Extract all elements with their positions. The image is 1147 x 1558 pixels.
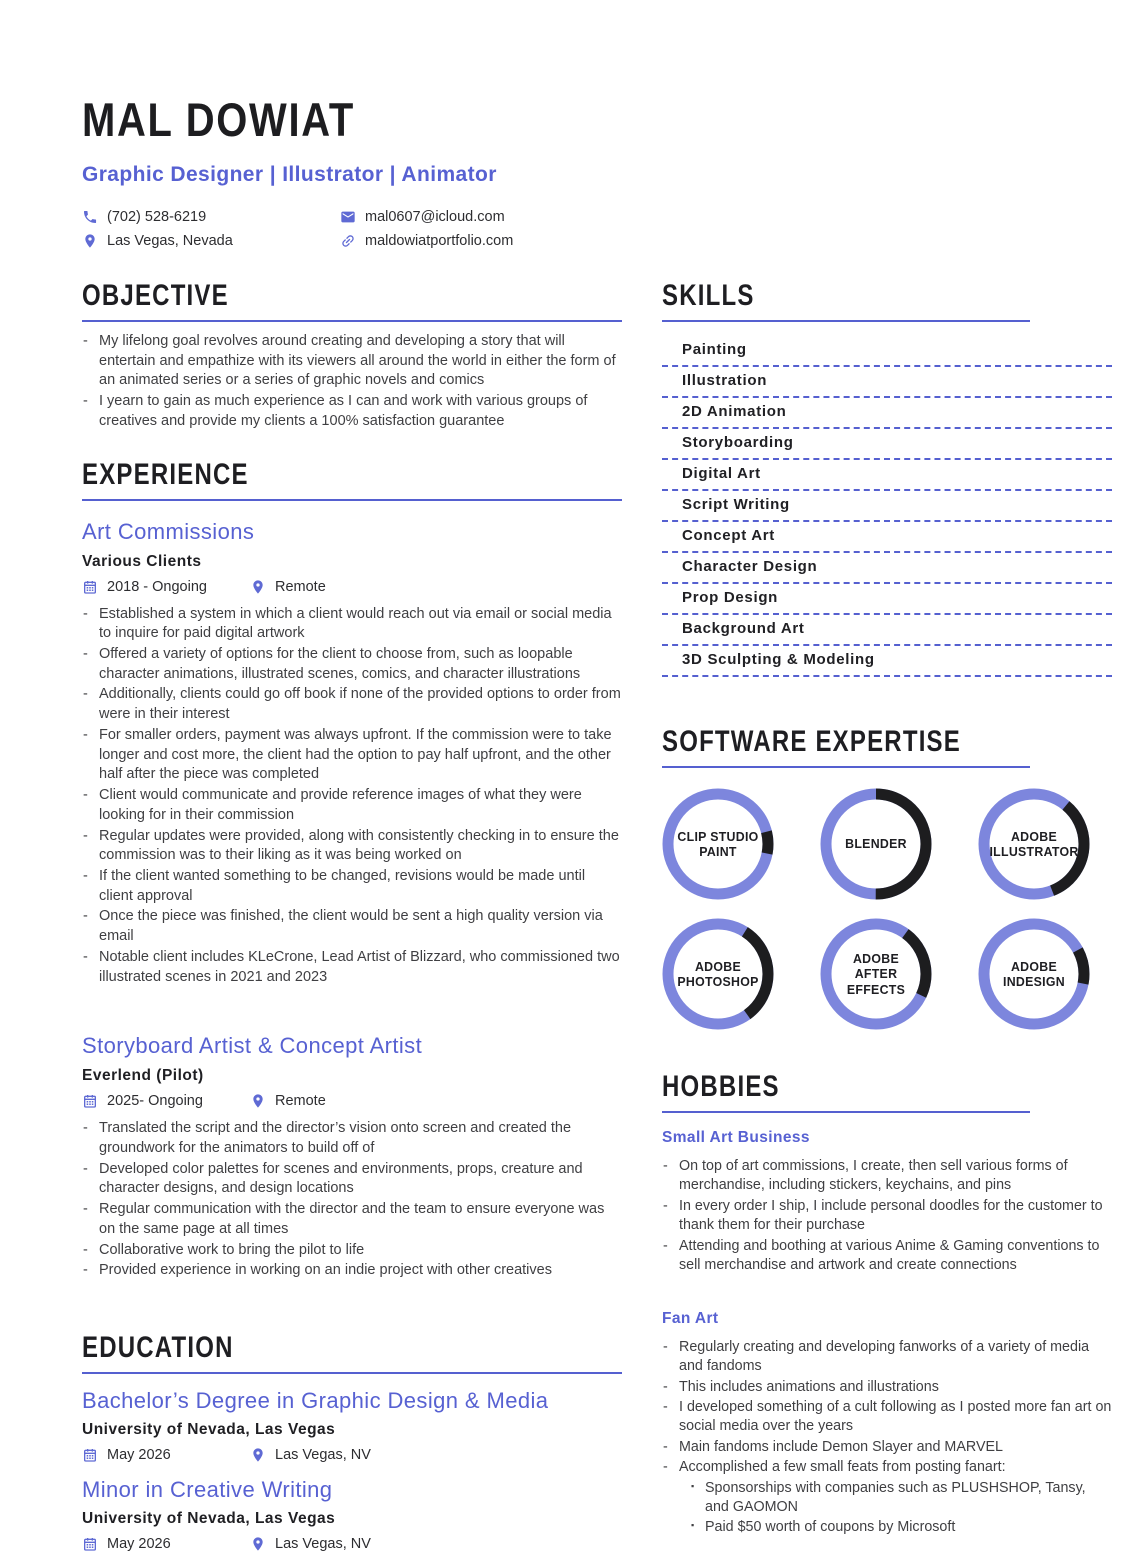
- degree-school: University of Nevada, Las Vegas: [82, 1421, 336, 1438]
- hobby-group: [662, 1310, 1112, 1537]
- calendar-icon: [82, 579, 98, 595]
- section-underline: [82, 1372, 622, 1374]
- degree-entry: [82, 1477, 622, 1552]
- skill-item: Illustration: [662, 367, 1112, 398]
- software-ring: [820, 918, 932, 1030]
- job-bullet: - Offered a variety of options for the client to choose from, such as loopable character animations, illustrated scenes, comics, and character illustrations: [82, 645, 622, 684]
- skills-list: [662, 336, 1112, 677]
- job-bullets: [82, 1119, 622, 1281]
- objective-bullet: - I yearn to gain as much experience as I can and work with various groups of creatives and provide my clients a 100% satisfaction guarantee: [82, 392, 622, 431]
- hobby-bullet: - On top of art commissions, I create, then sell various forms of merchandise, including stickers, keychains, and pins: [662, 1157, 1112, 1196]
- ring-label: [665, 918, 771, 1030]
- skill-item: Background Art: [662, 615, 1112, 646]
- hobby-bullets: [662, 1157, 1112, 1276]
- calendar-icon: [82, 1447, 98, 1463]
- link-icon: [340, 233, 356, 249]
- date-text: May 2026: [107, 1447, 171, 1463]
- objective-section: [82, 279, 622, 432]
- job-bullet: - Established a system in which a client would reach out via email or social media to inquire for paid digital artwork: [82, 605, 622, 644]
- ring-label-line: AFTER: [854, 966, 898, 982]
- right-column: [662, 279, 1112, 1558]
- date-text: May 2026: [107, 1536, 171, 1552]
- software-heading: SOFTWARE EXPERTISE: [662, 725, 961, 758]
- ring-label-line: PAINT: [699, 844, 737, 859]
- job-bullet: - Regular updates were provided, along with consistently checking in to ensure the commission was to their liking as it was being worked on: [82, 827, 622, 866]
- phone-icon: [82, 209, 98, 225]
- ring-label: [981, 788, 1087, 900]
- contact-email-text: mal0607@icloud.com: [365, 209, 505, 225]
- job-location: [250, 1536, 371, 1552]
- hobby-bullet: - Main fandoms include Demon Slayer and MARVEL: [662, 1438, 1112, 1457]
- software-ring: [662, 918, 774, 1030]
- ring-label-line: ADOBE: [1010, 828, 1058, 844]
- degree-title: Bachelor’s Degree in Graphic Design & Media: [82, 1388, 549, 1413]
- job-bullet: - Provided experience in working on an indie project with other creatives: [82, 1261, 622, 1281]
- skill-item: Character Design: [662, 553, 1112, 584]
- contact-location-text: Las Vegas, Nevada: [107, 233, 233, 249]
- education-section: [82, 1331, 622, 1552]
- ring-label-line: ADOBE: [694, 958, 742, 974]
- resume-header: [82, 92, 1147, 249]
- software-section: [662, 725, 1112, 1030]
- ring-label-line: ADOBE: [852, 951, 900, 966]
- job-title: Art Commissions: [82, 518, 255, 544]
- date-range: [82, 1093, 250, 1109]
- objective-list: [82, 332, 622, 432]
- date-text: 2018 - Ongoing: [107, 578, 207, 595]
- job-bullet: - Developed color palettes for scenes and environments, props, creature and character designs, and design locations: [82, 1160, 622, 1199]
- contact-phone-text: (702) 528-6219: [107, 209, 207, 225]
- location-icon: [250, 579, 266, 595]
- section-underline: [82, 499, 622, 501]
- ring-label-line: PHOTOSHOP: [677, 974, 759, 989]
- job-title: Storyboard Artist & Concept Artist: [82, 1033, 423, 1059]
- job-bullet: - If the client wanted something to be changed, revisions would be made until client approval: [82, 867, 622, 906]
- contact-website[interactable]: [340, 233, 642, 249]
- section-underline: [662, 320, 1030, 322]
- date-range: [82, 1447, 250, 1463]
- hobbies-section: [662, 1070, 1112, 1537]
- ring-label-line: BLENDER: [845, 836, 907, 852]
- job-bullet: - Client would communicate and provide reference images of what they were looking for in their commission: [82, 786, 622, 825]
- section-underline: [662, 1111, 1030, 1113]
- education-heading: EDUCATION: [82, 1331, 234, 1364]
- job-meta: [82, 1447, 622, 1463]
- software-rings: [662, 788, 1090, 1030]
- skill-item: 3D Sculpting & Modeling: [662, 646, 1112, 677]
- left-column: [82, 279, 622, 1558]
- hobby-bullet: - Regularly creating and developing fanworks of a variety of media and fandoms: [662, 1338, 1112, 1377]
- hobbies-heading: HOBBIES: [662, 1070, 780, 1103]
- experience-section: [82, 458, 622, 1281]
- location-text: Las Vegas, NV: [275, 1536, 371, 1552]
- hobby-bullet: - Accomplished a few small feats from posting fanart: ▪ Sponsorships with companies such as PLUSHSHOP, Tansy, and GAOMON ▪ Paid $50 worth of coupons by Microsoft: [662, 1458, 1112, 1537]
- hobby-bullet: - This includes animations and illustrations: [662, 1378, 1112, 1397]
- ring-label: [823, 918, 929, 1030]
- ring-label: [981, 918, 1087, 1030]
- date-range: [82, 1536, 250, 1552]
- skill-item: 2D Animation: [662, 398, 1112, 429]
- location-text: Remote: [275, 578, 326, 595]
- job-location: [250, 1447, 371, 1463]
- hobby-bullet-sub: ▪ Sponsorships with companies such as PLUSHSHOP, Tansy, and GAOMON: [691, 1479, 1112, 1518]
- ring-label-line: INDESIGN: [1003, 974, 1065, 989]
- software-ring: [820, 788, 932, 900]
- job-organization: Everlend (Pilot): [82, 1067, 204, 1085]
- skills-section: [662, 279, 1112, 677]
- ring-label-line: ADOBE: [1010, 958, 1058, 974]
- hobby-bullet-sub: ▪ Paid $50 worth of coupons by Microsoft: [691, 1518, 1112, 1537]
- hobby-group: [662, 1129, 1112, 1276]
- location-text: Remote: [275, 1093, 326, 1110]
- objective-heading: OBJECTIVE: [82, 279, 229, 312]
- education-degrees: [82, 1388, 622, 1552]
- job-bullet: - Once the piece was finished, the client would be sent a high quality version via email: [82, 907, 622, 946]
- hobby-bullets: [662, 1338, 1112, 1537]
- skill-item: Painting: [662, 336, 1112, 367]
- person-name: MAL DOWIAT: [82, 93, 355, 146]
- job-bullet: - Translated the script and the director’s vision onto screen and created the groundwork for the animators to build off of: [82, 1119, 622, 1158]
- hobby-group-title: Fan Art: [662, 1309, 719, 1327]
- person-title: Graphic Designer | Illustrator | Animator: [82, 163, 497, 186]
- skill-item: Concept Art: [662, 522, 1112, 553]
- hobby-bullet: - In every order I ship, I include personal doodles for the customer to thank them for their purchase: [662, 1197, 1112, 1236]
- location-icon: [82, 233, 98, 249]
- job-bullet: - For smaller orders, payment was always upfront. If the commission were to take longer and cost more, the client had the option to pay half upfront, and the other half after the piece was completed: [82, 726, 622, 785]
- job-meta: [82, 579, 622, 595]
- skills-heading: SKILLS: [662, 279, 755, 312]
- section-underline: [82, 320, 622, 322]
- location-icon: [250, 1093, 266, 1109]
- email-icon: [340, 209, 356, 225]
- ring-label: [823, 788, 929, 900]
- job-bullet: - Additionally, clients could go off book if none of the provided options to order from were in their interest: [82, 685, 622, 724]
- hobby-bullet-subs: [679, 1479, 1112, 1537]
- skill-item: Digital Art: [662, 460, 1112, 491]
- calendar-icon: [82, 1536, 98, 1552]
- calendar-icon: [82, 1093, 98, 1109]
- objective-bullet: - My lifelong goal revolves around creating and developing a story that will entertain and empathize with its viewers all around the world in either the form of an animated series or a series of graphic novels and comics: [82, 332, 622, 391]
- job-bullet: - Collaborative work to bring the pilot to life: [82, 1241, 622, 1261]
- job-bullets: [82, 605, 622, 988]
- hobby-bullet: - I developed something of a cult following as I posted more fan art on social media over the years: [662, 1398, 1112, 1437]
- contact-phone: [82, 209, 340, 225]
- section-underline: [662, 766, 1030, 768]
- contact-grid: [82, 209, 642, 249]
- job-location: [250, 579, 326, 595]
- contact-location: [82, 233, 340, 249]
- job-meta: [82, 1093, 622, 1109]
- ring-label-line: CLIP STUDIO: [677, 828, 759, 844]
- ring-label: [665, 788, 771, 900]
- job-bullet: - Notable client includes KLeCrone, Lead Artist of Blizzard, who commissioned two illustrated scenes in 2021 and 2023: [82, 948, 622, 987]
- contact-website-text: maldowiatportfolio.com: [365, 233, 514, 249]
- experience-heading: EXPERIENCE: [82, 457, 249, 491]
- job-location: [250, 1093, 326, 1109]
- date-text: 2025- Ongoing: [107, 1093, 203, 1110]
- ring-label-line: ILLUSTRATOR: [989, 844, 1079, 859]
- skill-item: Script Writing: [662, 491, 1112, 522]
- job-organization: Various Clients: [82, 552, 202, 570]
- job-meta: [82, 1536, 622, 1552]
- location-icon: [250, 1536, 266, 1552]
- date-range: [82, 579, 250, 595]
- degree-school: University of Nevada, Las Vegas: [82, 1510, 336, 1527]
- ring-label-line: EFFECTS: [846, 981, 906, 997]
- job-entry: [82, 1033, 622, 1281]
- hobby-groups: [662, 1129, 1112, 1537]
- experience-jobs: [82, 519, 622, 1281]
- degree-entry: [82, 1388, 622, 1463]
- resume-columns: [82, 279, 1147, 1558]
- hobby-group-title: Small Art Business: [662, 1129, 810, 1146]
- location-text: Las Vegas, NV: [275, 1447, 371, 1463]
- location-icon: [250, 1447, 266, 1463]
- job-bullet: - Regular communication with the director and the team to ensure everyone was on the same page at all times: [82, 1200, 622, 1239]
- hobby-bullet: - Attending and boothing at various Anime & Gaming conventions to sell merchandise and artwork and create connections: [662, 1237, 1112, 1276]
- contact-email[interactable]: [340, 209, 642, 225]
- skill-item: Prop Design: [662, 584, 1112, 615]
- degree-title: Minor in Creative Writing: [82, 1477, 333, 1502]
- skill-item: Storyboarding: [662, 429, 1112, 460]
- software-ring: [978, 788, 1090, 900]
- software-ring: [662, 788, 774, 900]
- job-entry: [82, 519, 622, 988]
- software-ring: [978, 918, 1090, 1030]
